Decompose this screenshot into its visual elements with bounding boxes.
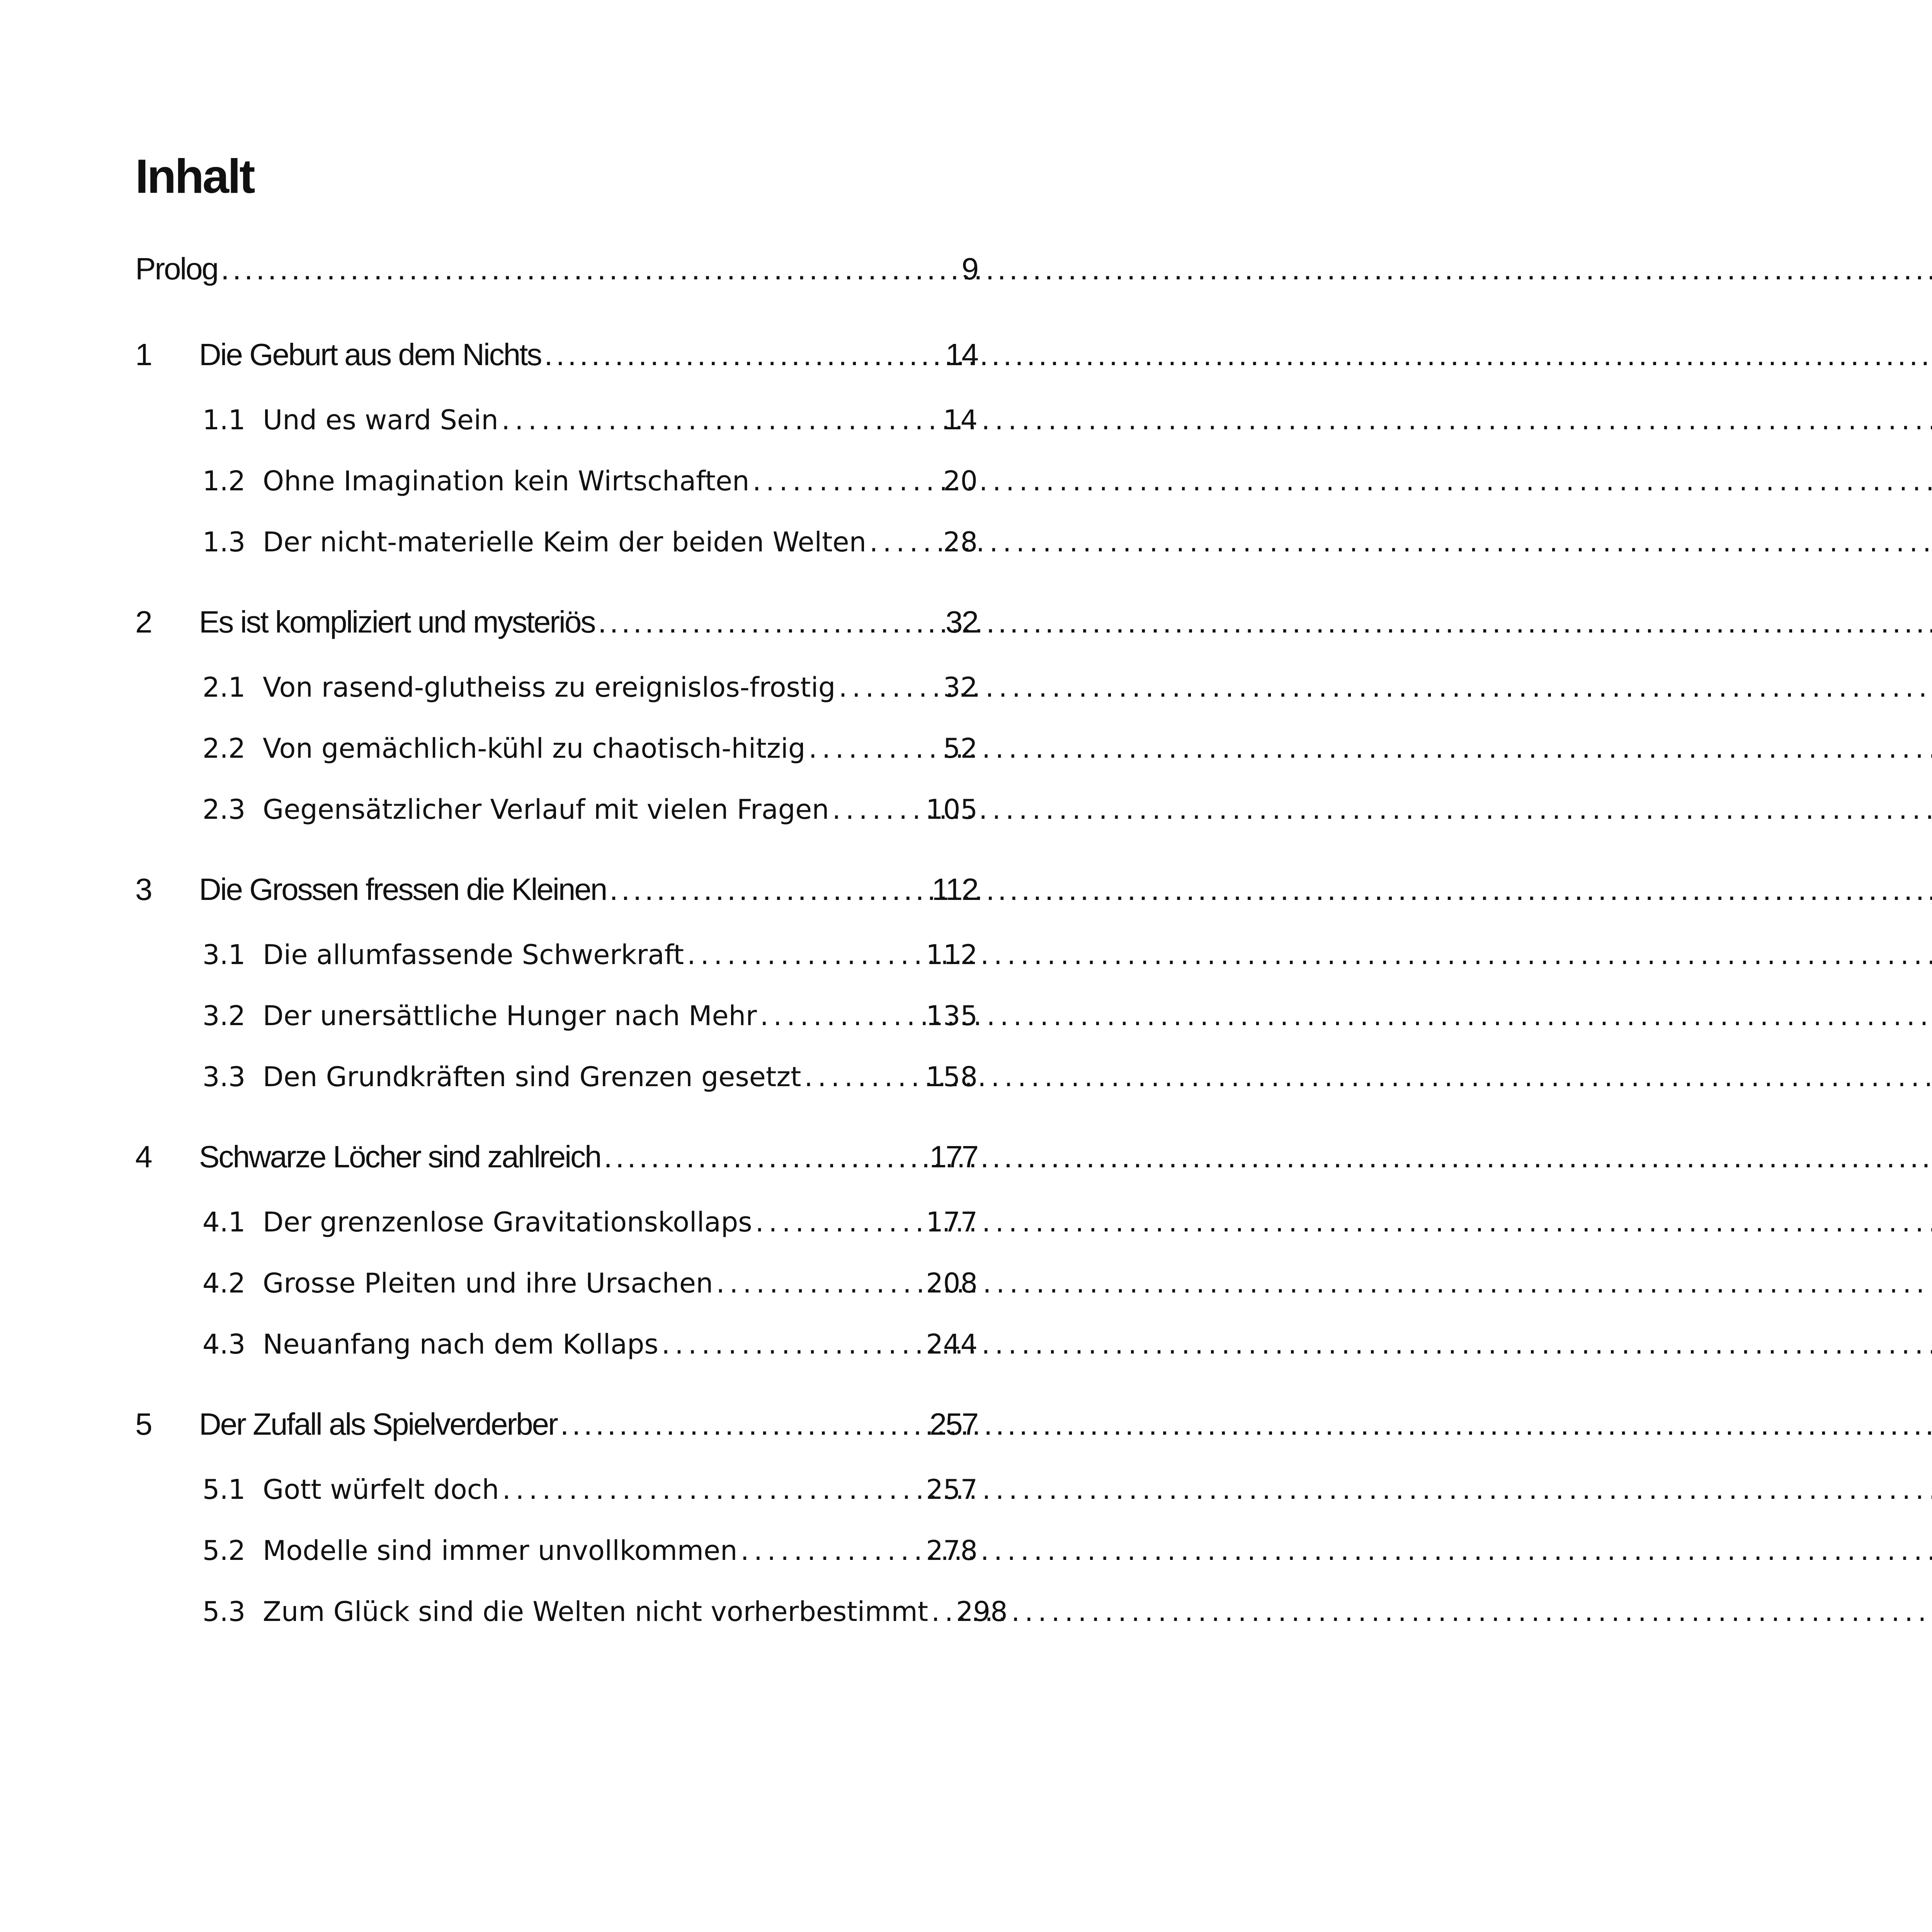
section-title: Die allumfassende Schwerkraft bbox=[263, 939, 684, 971]
toc-section-1-1[interactable] bbox=[202, 404, 978, 436]
section-title: Ohne Imagination kein Wirtschaften bbox=[263, 465, 750, 497]
section-title: Der nicht-materielle Keim der beiden Welten bbox=[263, 526, 866, 558]
toc-section-3-2[interactable] bbox=[202, 1000, 978, 1032]
dot-leader bbox=[716, 1267, 924, 1299]
toc-page-number: 105 bbox=[926, 794, 978, 825]
toc-section-4-3[interactable] bbox=[202, 1328, 978, 1360]
toc-section-5-3[interactable] bbox=[202, 1596, 1008, 1628]
toc-section-2-2[interactable] bbox=[202, 733, 978, 764]
toc-page-number: 52 bbox=[943, 733, 978, 764]
toc-page-number: 20 bbox=[943, 465, 978, 497]
chapter-number: 5 bbox=[135, 1407, 151, 1441]
toc-section-5-2[interactable] bbox=[202, 1535, 978, 1566]
toc-page-number: 257 bbox=[929, 1407, 978, 1441]
dot-leader bbox=[838, 672, 942, 703]
chapter-title: Die Grossen fressen die Kleinen bbox=[199, 872, 607, 906]
chapter-title: Der Zufall als Spielverderber bbox=[199, 1407, 557, 1441]
section-number: 4.1 bbox=[202, 1206, 246, 1238]
dot-leader bbox=[804, 1061, 925, 1093]
section-number: 4.2 bbox=[202, 1267, 246, 1299]
dot-leader bbox=[832, 794, 925, 825]
toc-page-number: 278 bbox=[926, 1535, 978, 1566]
dot-leader bbox=[560, 1406, 928, 1442]
toc-section-5-1[interactable] bbox=[202, 1474, 978, 1505]
section-number: 4.3 bbox=[202, 1328, 246, 1360]
chapter-number: 1 bbox=[135, 337, 151, 372]
toc-page-number: 135 bbox=[926, 1000, 978, 1032]
toc-page-number: 28 bbox=[943, 526, 978, 558]
section-number: 2.1 bbox=[202, 672, 246, 703]
section-number: 2.2 bbox=[202, 733, 246, 764]
chapter-number: 2 bbox=[135, 605, 151, 639]
toc-entry-label: Prolog bbox=[135, 252, 218, 286]
toc-section-1-3[interactable] bbox=[202, 526, 978, 558]
section-title: Der grenzenlose Gravitationskollaps bbox=[263, 1206, 752, 1238]
dot-leader bbox=[687, 939, 924, 971]
toc-chapter-3[interactable] bbox=[135, 872, 978, 907]
toc-page-number: 32 bbox=[946, 605, 978, 639]
toc-page-number: 112 bbox=[932, 872, 978, 906]
section-number: 1.1 bbox=[202, 404, 246, 436]
toc-page-number: 14 bbox=[946, 337, 978, 372]
toc-section-1-2[interactable] bbox=[202, 465, 978, 497]
toc-title: Inhalt bbox=[135, 150, 254, 203]
dot-leader bbox=[544, 337, 944, 372]
toc-page-number: 14 bbox=[943, 404, 978, 436]
dot-leader bbox=[760, 1000, 925, 1032]
chapter-number: 3 bbox=[135, 872, 151, 906]
toc-chapter-4[interactable] bbox=[135, 1139, 978, 1175]
toc-page-number: 158 bbox=[926, 1061, 978, 1093]
toc-page-number: 298 bbox=[956, 1596, 1008, 1628]
chapter-title: Die Geburt aus dem Nichts bbox=[199, 337, 541, 372]
toc-chapter-5[interactable] bbox=[135, 1406, 978, 1442]
dot-leader bbox=[808, 733, 941, 764]
toc-section-3-1[interactable] bbox=[202, 939, 978, 971]
section-number: 3.2 bbox=[202, 1000, 246, 1032]
toc-page-number: 244 bbox=[926, 1328, 978, 1360]
section-title: Von gemächlich-kühl zu chaotisch-hitzig bbox=[263, 733, 806, 764]
dot-leader bbox=[869, 526, 942, 558]
dot-leader bbox=[740, 1535, 924, 1566]
toc-section-2-3[interactable] bbox=[202, 794, 978, 825]
section-title: Modelle sind immer unvollkommen bbox=[263, 1535, 738, 1566]
section-title: Grosse Pleiten und ihre Ursachen bbox=[263, 1267, 713, 1299]
section-title: Den Grundkräften sind Grenzen gesetzt bbox=[263, 1061, 801, 1093]
dot-leader bbox=[502, 404, 942, 436]
chapter-title: Es ist kompliziert und mysteriös bbox=[199, 605, 595, 639]
dot-leader bbox=[662, 1328, 925, 1360]
dot-leader bbox=[755, 1206, 925, 1238]
toc-section-3-3[interactable] bbox=[202, 1061, 978, 1093]
section-number: 5.1 bbox=[202, 1474, 246, 1505]
toc-page-number: 112 bbox=[926, 939, 978, 971]
chapter-title: Schwarze Löcher sind zahlreich bbox=[199, 1139, 601, 1174]
toc-section-4-2[interactable] bbox=[202, 1267, 978, 1299]
toc-chapter-2[interactable] bbox=[135, 604, 978, 640]
section-number: 3.3 bbox=[202, 1061, 246, 1093]
section-title: Neuanfang nach dem Kollaps bbox=[263, 1328, 658, 1360]
dot-leader bbox=[598, 604, 944, 640]
dot-leader bbox=[502, 1474, 925, 1505]
section-number: 1.3 bbox=[202, 526, 246, 558]
section-title: Gegensätzlicher Verlauf mit vielen Fragen bbox=[263, 794, 829, 825]
section-number: 1.2 bbox=[202, 465, 246, 497]
section-title: Der unersättliche Hunger nach Mehr bbox=[263, 1000, 757, 1032]
section-number: 5.3 bbox=[202, 1596, 246, 1628]
dot-leader bbox=[931, 1596, 954, 1628]
toc-page-number: 208 bbox=[926, 1267, 978, 1299]
section-title: Zum Glück sind die Welten nicht vorherbestimmt bbox=[263, 1596, 929, 1628]
toc-entry-prolog[interactable] bbox=[135, 251, 978, 287]
toc-section-4-1[interactable] bbox=[202, 1206, 978, 1238]
chapter-number: 4 bbox=[135, 1139, 151, 1174]
toc-page-number: 32 bbox=[943, 672, 978, 703]
section-title: Gott würfelt doch bbox=[263, 1474, 499, 1505]
toc-page-number: 177 bbox=[926, 1206, 978, 1238]
section-title: Und es ward Sein bbox=[263, 404, 498, 436]
toc-page-number: 177 bbox=[929, 1139, 978, 1174]
dot-leader bbox=[609, 872, 930, 907]
toc-page-number: 257 bbox=[926, 1474, 978, 1505]
dot-leader bbox=[221, 251, 960, 287]
section-title: Von rasend-glutheiss zu ereignislos-frostig bbox=[263, 672, 836, 703]
section-number: 3.1 bbox=[202, 939, 246, 971]
section-number: 5.2 bbox=[202, 1535, 246, 1566]
toc-page-number: 9 bbox=[961, 252, 978, 286]
toc-chapter-1[interactable] bbox=[135, 337, 978, 372]
dot-leader bbox=[604, 1139, 928, 1175]
section-number: 2.3 bbox=[202, 794, 246, 825]
dot-leader bbox=[752, 465, 942, 497]
toc-section-2-1[interactable] bbox=[202, 672, 978, 703]
